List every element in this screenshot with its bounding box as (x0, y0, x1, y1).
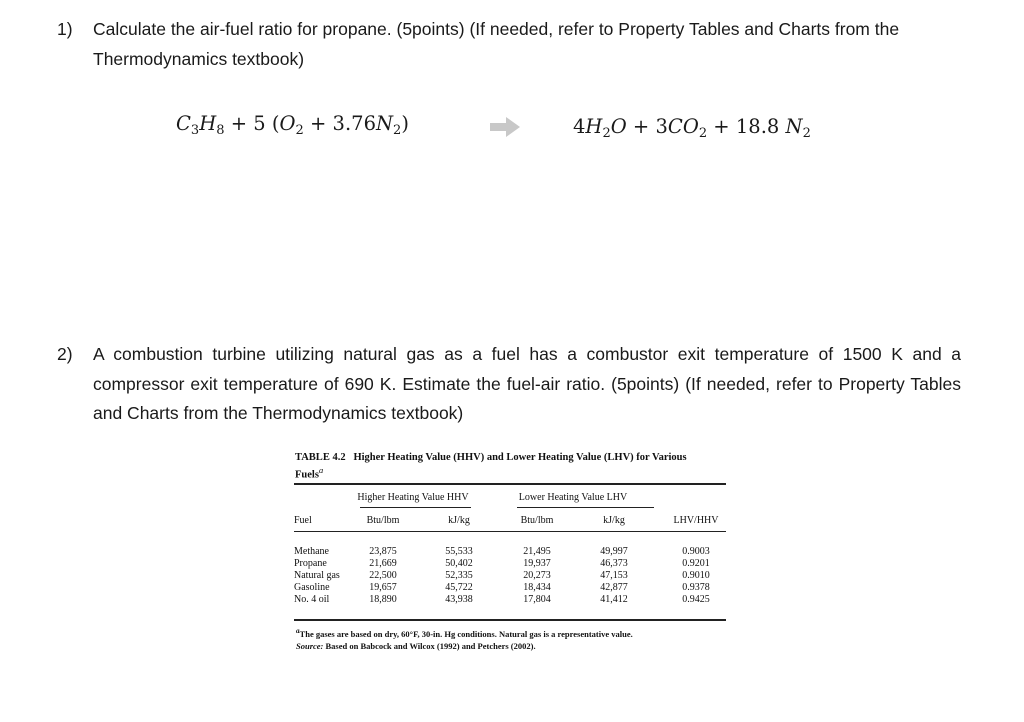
cell-fuel: Natural gas (294, 570, 340, 581)
table-row (288, 570, 728, 582)
cell-lhv-kj: 46,373 (600, 558, 628, 569)
col-header-lhv-kj: kJ/kg (603, 515, 625, 526)
cell-lhv-kj: 47,153 (600, 570, 628, 581)
col-header-hhv-btu: Btu/lbm (366, 515, 400, 526)
cell-hhv-kj: 55,533 (445, 546, 473, 557)
cell-hhv-kj: 43,938 (445, 594, 473, 605)
cell-ratio: 0.9378 (682, 582, 710, 593)
cell-fuel: Methane (294, 546, 329, 557)
hhv-underline (360, 507, 471, 508)
col-header-ratio: LHV/HHV (673, 515, 719, 526)
question-1-number: 1) (57, 19, 73, 39)
footnote-text: The gases are based on dry, 60°F, 30-in. Hg conditions. Natural gas is a representative value. (299, 628, 633, 639)
question-1-text: Calculate the air-fuel ratio for propane. (5points) (If needed, refer to Property Tables and Charts from the Thermodynamics textbook) (93, 19, 900, 69)
cell-lhv-kj: 49,997 (600, 546, 628, 557)
table-caption (295, 451, 715, 482)
source-text: Based on Babcock and Wilcox (1992) and Petchers (2002). (325, 641, 536, 651)
cell-hhv-btu: 18,890 (369, 594, 397, 605)
cell-hhv-btu: 19,657 (369, 582, 397, 593)
cell-fuel: Gasoline (294, 582, 330, 593)
equation-products: $4H_2O + 3CO_2 + 18.8$ $N_2$ (573, 115, 811, 141)
cell-lhv-kj: 41,412 (600, 594, 628, 605)
cell-hhv-kj: 50,402 (445, 558, 473, 569)
cell-ratio: 0.9425 (682, 594, 710, 605)
question-2-number: 2) (57, 344, 73, 364)
cell-lhv-btu: 18,434 (523, 582, 551, 593)
cell-lhv-kj: 42,877 (600, 582, 628, 593)
cell-lhv-btu: 21,495 (523, 546, 551, 557)
table-source (296, 641, 536, 651)
cell-hhv-kj: 45,722 (445, 582, 473, 593)
cell-hhv-btu: 22,500 (369, 570, 397, 581)
table-bottom-rule (294, 619, 726, 621)
table-row (288, 546, 728, 558)
cell-lhv-btu: 19,937 (523, 558, 551, 569)
caption-marker: a (318, 465, 324, 475)
table-top-rule (294, 483, 726, 485)
arrow-right-icon (490, 117, 520, 137)
heating-value-table (288, 447, 728, 657)
cell-lhv-btu: 17,804 (523, 594, 551, 605)
cell-fuel: Propane (294, 558, 327, 569)
equation-reactants: $C_3H_8 + 5$ $(O_2 + 3.76N_2)$ (176, 112, 409, 138)
cell-hhv-kj: 52,335 (445, 570, 473, 581)
source-label: Source: (296, 641, 324, 651)
cell-hhv-btu: 21,669 (369, 558, 397, 569)
cell-ratio: 0.9201 (682, 558, 710, 569)
cell-ratio: 0.9010 (682, 570, 710, 581)
cell-hhv-btu: 23,875 (369, 546, 397, 557)
lhv-underline (517, 507, 654, 508)
cell-fuel: No. 4 oil (294, 594, 330, 605)
table-row (288, 582, 728, 594)
table-label: TABLE 4.2 (295, 452, 346, 463)
cell-ratio: 0.9003 (682, 546, 710, 557)
footnote-marker: a (296, 627, 300, 635)
col-header-lhv-btu: Btu/lbm (520, 515, 554, 526)
table-row (288, 594, 728, 606)
cell-lhv-btu: 20,273 (523, 570, 551, 581)
table-title: Higher Heating Value (HHV) and Lower Heating Value (LHV) for Various Fuels (295, 452, 687, 481)
question-2-text: A combustion turbine utilizing natural gas as a fuel has a combustor exit temperature of 1500 K and a compressor exit temperature of 690 K. Estimate the fuel-air ratio. (5points) (If needed, refer to Property Tables and Charts from the Thermodynamics textbook) (93, 344, 961, 423)
col-header-fuel: Fuel (294, 515, 312, 526)
table-row (288, 558, 728, 570)
col-header-hhv-kj: kJ/kg (448, 515, 470, 526)
table-footnote (296, 627, 633, 639)
group-header-hhv: Higher Heating Value HHV (357, 492, 469, 503)
header-bottom-rule (294, 531, 726, 532)
group-header-lhv: Lower Heating Value LHV (518, 492, 628, 503)
